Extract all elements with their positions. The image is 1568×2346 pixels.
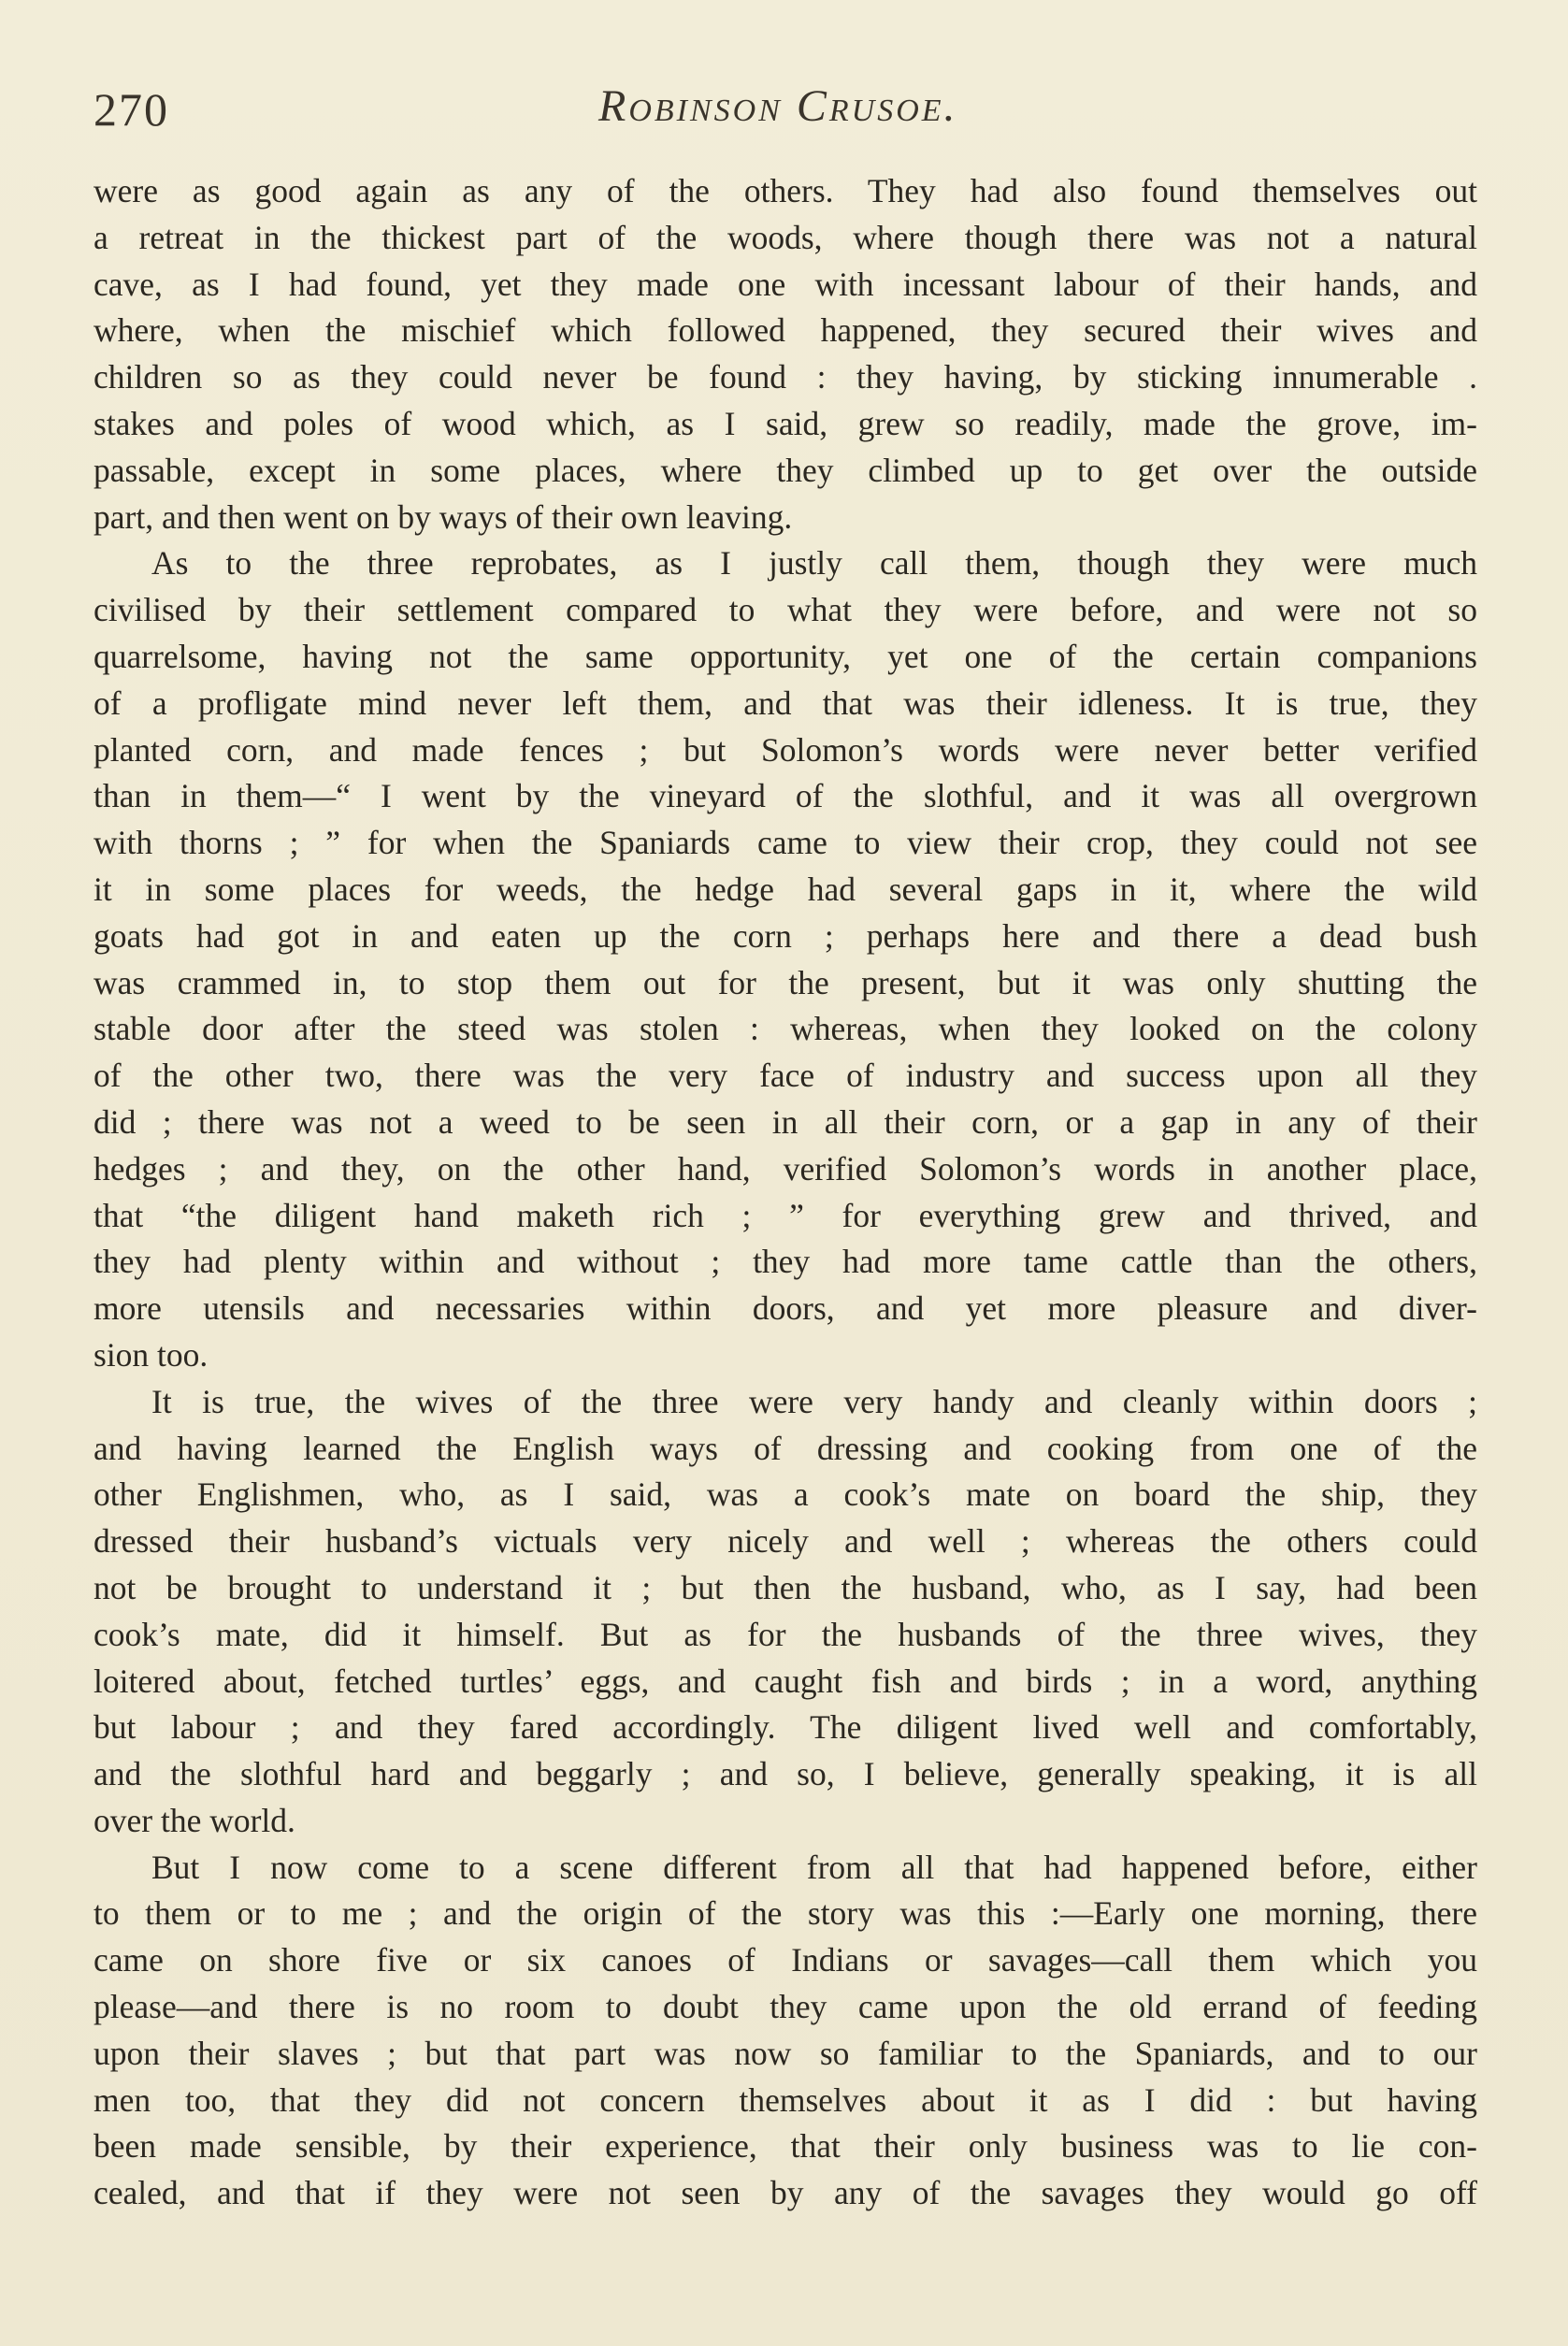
text-line: and the slothful hard and beggarly ; and so, I believe, generally speaking, it is all: [94, 1755, 1477, 1793]
text-line: over the world.: [94, 1801, 295, 1839]
text-line: sion too.: [94, 1335, 209, 1374]
text-line: they had plenty within and without ; they had more tame cattle than the others,: [94, 1243, 1477, 1281]
text-line: part, and then went on by ways of their own leaving.: [94, 497, 793, 536]
text-line: that “the diligent hand maketh rich ; ” for everything grew and thrived, and: [94, 1196, 1477, 1234]
text-line: As to the three reprobates, as I justly call them, though they were much: [151, 544, 1477, 583]
text-line: a retreat in the thickest part of the woods, where though there was not a natural: [94, 218, 1477, 256]
text-line: dressed their husband’s victuals very nicely and well ; whereas the others could: [94, 1522, 1477, 1561]
text-line: cealed, and that if they were not seen by any of the savages they would go off: [94, 2174, 1477, 2212]
text-line: quarrelsome, having not the same opportunity, yet one of the certain companions: [94, 637, 1477, 675]
text-line: not be brought to understand it ; but then the husband, who, as I say, had been: [94, 1568, 1477, 1606]
text-line: did ; there was not a weed to be seen in all their corn, or a gap in any of their: [94, 1102, 1477, 1141]
text-line: upon their slaves ; but that part was now so familiar to the Spaniards, and to our: [94, 2034, 1477, 2072]
text-line: of the other two, there was the very face of industry and success upon all they: [94, 1057, 1477, 1095]
text-line: men too, that they did not concern themselves about it as I did : but having: [94, 2080, 1477, 2119]
text-line: and having learned the English ways of dressing and cooking from one of the: [94, 1429, 1477, 1467]
text-line: please—and there is no room to doubt they came upon the old errand of feeding: [94, 1988, 1477, 2026]
body-text: [94, 168, 1477, 2217]
paragraph-3: [94, 1379, 1477, 1845]
text-line: was crammed in, to stop them out for the present, but it was only shutting the: [94, 963, 1477, 1001]
text-line: but labour ; and they fared accordingly. The diligent lived well and comfortably,: [94, 1708, 1477, 1747]
running-title: Robinson Crusoe.: [598, 81, 958, 131]
paragraph-1: [94, 168, 1477, 540]
text-line: other Englishmen, who, as I said, was a cook’s mate on board the ship, they: [94, 1475, 1477, 1514]
text-line: children so as they could never be found : they having, by sticking innumerable .: [94, 358, 1477, 396]
text-line: hedges ; and they, on the other hand, verified Solomon’s words in another place,: [94, 1149, 1477, 1187]
text-line: goats had got in and eaten up the corn ; perhaps here and there a dead bush: [94, 916, 1477, 955]
text-line: cook’s mate, did it himself. But as for the husbands of the three wives, they: [94, 1615, 1477, 1653]
text-line: it in some places for weeds, the hedge had several gaps in it, where the wild: [94, 870, 1477, 908]
text-line: than in them—“ I went by the vineyard of the slothful, and it was all overgrown: [94, 777, 1477, 815]
text-line: of a profligate mind never left them, and that was their idleness. It is true, they: [94, 684, 1477, 722]
text-line: civilised by their settlement compared to what they were before, and were not so: [94, 591, 1477, 629]
text-line: came on shore five or six canoes of Indians or savages—call them which you: [94, 1941, 1477, 1979]
text-line: planted corn, and made fences ; but Solomon’s words were never better verified: [94, 730, 1477, 769]
page-number: 270: [94, 83, 169, 136]
text-line: with thorns ; ” for when the Spaniards came to view their crop, they could not see: [94, 824, 1477, 862]
text-line: where, when the mischief which followed happened, they secured their wives and: [94, 311, 1477, 350]
text-line: been made sensible, by their experience, that their only business was to lie con-: [94, 2127, 1477, 2166]
text-line: stable door after the steed was stolen : whereas, when they looked on the colony: [94, 1010, 1477, 1048]
text-line: more utensils and necessaries within doors, and yet more pleasure and diver-: [94, 1289, 1477, 1328]
text-line: stakes and poles of wood which, as I said, grew so readily, made the grove, im-: [94, 404, 1477, 442]
text-line: It is true, the wives of the three were very handy and cleanly within doors ;: [151, 1382, 1477, 1420]
paragraph-4: [94, 1845, 1477, 2217]
text-line: But I now come to a scene different from all that had happened before, either: [151, 1848, 1477, 1886]
paragraph-2: [94, 540, 1477, 1378]
text-line: passable, except in some places, where they climbed up to get over the outside: [94, 451, 1477, 489]
text-line: were as good again as any of the others. They had also found themselves out: [94, 172, 1477, 209]
text-line: loitered about, fetched turtles’ eggs, and caught fish and birds ; in a word, anything: [94, 1662, 1477, 1700]
text-line: cave, as I had found, yet they made one with incessant labour of their hands, and: [94, 265, 1477, 303]
text-line: to them or to me ; and the origin of the story was this :—Early one morning, there: [94, 1894, 1477, 1933]
